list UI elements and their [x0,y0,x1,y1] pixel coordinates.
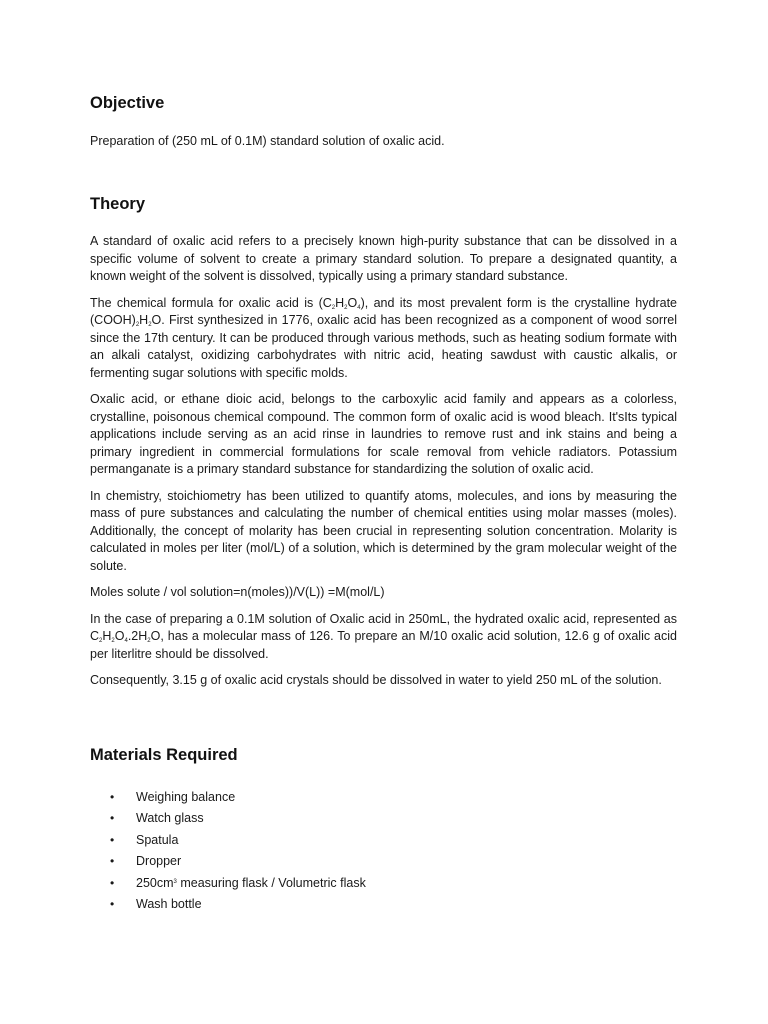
list-item: • $250cm^3$ measuring flask / Volumetric flask [110,873,630,894]
list-item: • Dropper [110,851,630,872]
bullet-icon: • [110,875,115,890]
bullet-icon: • [110,897,115,912]
theory-paragraph-7: Consequently, 3.15 g of oxalic acid crystals should be dissolved in water to yield 250 mL of the solution. [90,673,662,687]
materials-list [110,787,630,915]
bullet-icon: • [110,790,115,804]
theory-paragraph-4: In chemistry, stoichiometry has been utilized to quantify atoms, molecules, and ions by measuring the mass of pure substances and calculating the number of chemical entities using molar masses (moles). Additionally, the concept of molarity has been crucial in representing solution concentration. Molarity is calculated in moles per liter (mol/L) of a solution, which is determined by the gram molecular weight of the solute. [90,488,677,573]
list-item: • Weighing balance [110,787,630,808]
bullet-icon: • [110,854,115,869]
bullet-icon: • [110,832,115,847]
list-item: • Wash bottle [110,894,630,915]
theory-paragraph-2: The chemical formula for oxalic acid is $(C_2H_2O_4)$, and its most prevalent form is the crystalline hydrate $(COOH)_2H_2O$. First synthesized in 1776, oxalic acid has been recognized as a component of wood sorrel since the 17th century. It can be produced through various methods, such as heating sodium formate with an alkali catalyst, oxidizing carbohydrates with nitric acid, heating sawdust with caustic alkalis, or fermenting sugar solutions with specific molds. [90,295,678,380]
molarity-formula: Moles solute / vol solution=n(moles))/V(L)) =M(mol/L) [90,585,385,599]
theory-heading: Theory [90,195,146,213]
list-item: • Watch glass [110,808,630,829]
theory-paragraph-1: A standard of oxalic acid refers to a precisely known high-purity substance that can be dissolved in a specific volume of solvent to create a primary standard solution. To prepare a designated quantity, a known weight of the solvent is dissolved, typically using a primary standard substance. [90,234,677,283]
theory-paragraph-3: Oxalic acid, or ethane dioic acid, belongs to the carboxylic acid family and appears as a colorless, crystalline, poisonous chemical compound. The common form of oxalic acid is wood bleach. It'sIts typical applications include serving as an acid rinse in laundries to remove rust and ink stains and being a primary ingredient in commercial formulations for scale removal from vehicle radiators. Potassium permanganate is a primary standard substance for standardizing the solution of oxalic acid. [90,392,677,476]
materials-heading: Materials Required [90,746,238,764]
bullet-icon: • [110,811,115,826]
objective-text: Preparation of (250 mL of 0.1M) standard solution of oxalic acid. [90,134,445,148]
theory-body [90,233,677,690]
objective-heading: Objective [90,94,165,112]
theory-paragraph-6: In the case of preparing a 0.1M solution of Oxalic acid in 250mL, the hydrated oxalic acid, represented as $C_2H_2O_4.2H_2O$, has a molecular mass of 126. To prepare an M/10 oxalic acid solution, 12.6 g of oxalic acid per literlitre should be dissolved. [90,611,677,661]
list-item: • Spatula [110,830,630,851]
